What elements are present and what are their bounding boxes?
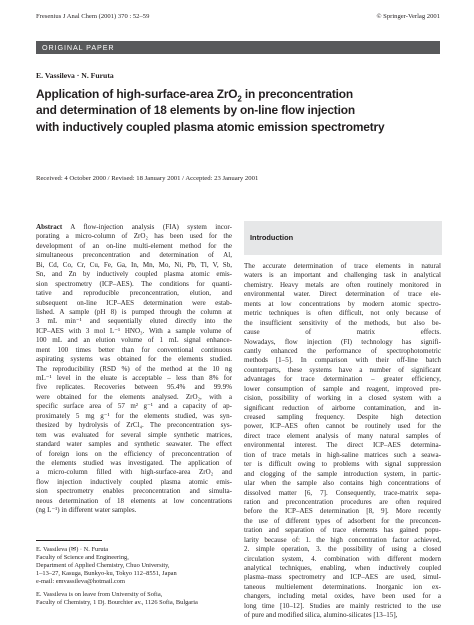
introduction-line: power, ICP–AES often cannot be routinely used for the <box>244 422 441 431</box>
introduction-line: dissolved matter [6, 7]. Consequently, trace-matrix sepa- <box>244 488 441 497</box>
abstract-line: (ng L⁻¹) in different water samples. <box>36 506 137 515</box>
introduction-line: ular when the sample also contains high concentrations of <box>244 479 441 488</box>
introduction-line: environmental water. Direct determination of trace ele- <box>244 290 441 299</box>
introduction-line: and clogging of the sample introduction system, in partic- <box>244 469 441 478</box>
abstract-line: specific surface area of 57 m² g⁻¹ and a capacity of ap- <box>36 402 232 411</box>
abstract-line: the elements studied was investigated. The application of <box>36 458 232 467</box>
introduction-line: chemistry. Heavy metals are often routinely monitored in <box>244 280 441 289</box>
abstract-line: were obtained for the elements analysed. ZrO₂, with a <box>36 392 232 401</box>
introduction-line: environmental interest. The direct ICP–AES determina- <box>244 441 441 450</box>
introduction-line: cause of matrix effects. <box>244 328 441 337</box>
introduction-line: ments at low concentrations by modern atomic spectro- <box>244 299 441 308</box>
abstract-line: tem was evaluated for several simple synthetic matrices, <box>36 430 232 439</box>
title-line-2: and determination of 18 elements by on-line flow injection <box>36 103 355 118</box>
title-line-1-part-a: Application of high-surface-area ZrO <box>36 87 238 101</box>
abstract-text: A flow-injection analysis (FIA) system incor- <box>62 223 232 231</box>
introduction-line: waters is an important and challenging task in analytical <box>244 271 441 280</box>
introduction-line: the insufficient sensitivity of the methods, but also be- <box>244 318 441 327</box>
abstract-line: tative and reproducible preconcentration, elution, and <box>36 289 232 298</box>
article-dates: Received: 4 October 2000 / Revised: 18 January 2001 / Accepted: 23 January 2001 <box>36 175 259 182</box>
article-type-label: ORIGINAL PAPER <box>42 43 115 52</box>
affiliation-line: E. Vassileva (✉) · N. Furuta <box>36 546 109 553</box>
introduction-line: before the ICP–AES determination [8, 9]. More recently <box>244 507 441 516</box>
introduction-line: 2. simple operation, 3. the possibility of using a closed <box>244 545 441 554</box>
introduction-line: Nowadays, flow injection (FI) technology has signifi- <box>244 337 441 346</box>
abstract-line: 100 mL and an elution volume of 1 mL signal enhance- <box>36 336 232 345</box>
introduction-line: tration and separation of trace elements has gained popu- <box>244 526 441 535</box>
abstract-line <box>36 223 232 232</box>
introduction-line: creased sampling frequency. Despite high detection <box>244 413 441 421</box>
abstract-line: standard water samples and synthetic seawater. The effect <box>36 440 232 449</box>
introduction-line: counterparts, these systems have a number of significant <box>244 365 441 374</box>
introduction-line: tion of trace metals in high-saline matrices such a seawa- <box>244 450 441 459</box>
abstract-column <box>36 223 232 516</box>
introduction-line: advantages for trace determination – greater efficiency, <box>244 375 441 384</box>
introduction-line: ter is difficult owing to problems with signal suppression <box>244 460 441 469</box>
affiliation-line: Department of Applied Chemistry, Chuo University, <box>36 562 170 570</box>
abstract-line: 3 mL min⁻¹ and sequentially eluted directly into the <box>36 317 232 326</box>
affiliation-line: 1–13–27, Kasuga, Bunkyo-ku, Tokyo 112–8551, Japan <box>36 570 177 578</box>
article-title <box>36 86 440 135</box>
introduction-line: of pure and modified silica, alumino-silicates [13–15], <box>244 611 398 620</box>
introduction-line: cantly enhanced the performance of spectrophotometric <box>244 346 441 355</box>
introduction-line: changers, including metal oxides, have been used for a <box>244 592 441 601</box>
abstract-line: Sn, and Zn by inductively coupled plasma atomic emis- <box>36 270 232 279</box>
affiliation-note-line: E. Vassileva is on leave from University of Sofia, <box>36 591 163 598</box>
author-leave-note <box>36 591 198 607</box>
abstract-line: sion spectrometry (ICP–AES). The conditions for quanti- <box>36 279 232 288</box>
abstract-line: flow injection inductively coupled plasma atomic emis- <box>36 477 232 486</box>
introduction-column <box>244 262 441 621</box>
abstract-line: The reproducibility (RSD %) of the method at the 10 ng <box>36 364 232 373</box>
abstract-line: a micro-column filled with high-surface-area ZrO₂ and <box>36 468 232 477</box>
introduction-line: the use of different types of adsorbent for the preconcen- <box>244 516 441 525</box>
introduction-line: plasma–mass spectrometry and ICP–AES are used, simul- <box>244 573 441 582</box>
abstract-line: proximately 5 mg g⁻¹ for the elements studied, was syn- <box>36 411 232 420</box>
footnote-rule <box>36 540 102 541</box>
affiliation-line: Faculty of Science and Engineering, <box>36 554 129 562</box>
running-header <box>36 13 440 25</box>
title-line-1 <box>36 86 440 102</box>
abstract-line: simultaneous preconcentration and determination of Al, <box>36 251 232 260</box>
journal-citation: Fresenius J Anal Chem (2001) 370 : 52–59 <box>36 13 150 20</box>
article-type-bar <box>36 41 440 54</box>
abstract-line: porating a micro-column of ZrO₂ has been used for the <box>36 232 232 241</box>
abstract-line: thesized by hydrolysis of ZrCl₄. The preconcentration sys- <box>36 421 232 430</box>
abstract-line: neous determination of 18 elements at low concentrations <box>36 496 232 505</box>
introduction-line: cision, possibility of working in a closed system with a <box>244 394 441 403</box>
abstract-line: mL⁻¹ level in the eluate is acceptable – less than 8% for <box>36 374 232 382</box>
introduction-line: long time [10–12]. Studies are mainly restricted to the use <box>244 601 441 610</box>
abstract-line: subsequent on-line ICP–AES determination were estab- <box>36 298 232 307</box>
author-affiliation <box>36 546 177 586</box>
introduction-line: significant reduction of airborne contamination, and in- <box>244 403 441 412</box>
title-subscript: 2 <box>237 94 242 104</box>
introduction-line: taneous multielement determinations. Inorganic ion ex- <box>244 582 441 591</box>
abstract-line: lished. A sample (pH 8) is pumped through the column at <box>36 307 232 316</box>
introduction-line: metric techniques is often difficult, not only because of <box>244 309 441 318</box>
copyright-notice: © Springer-Verlag 2001 <box>376 13 440 20</box>
introduction-line: methods [1–5]. In comparison with their off-line batch <box>244 356 441 365</box>
affiliation-note-line: Faculty of Chemistry, 1 Dj. Bourchier av., 1126 Sofia, Bulgaria <box>36 599 198 607</box>
affiliation-line: e-mail: emvassileva@hotmail.com <box>36 578 125 586</box>
introduction-line: The accurate determination of trace elements in natural <box>244 262 441 270</box>
introduction-line: analytical techniques, enabling, when inductively coupled <box>244 564 441 572</box>
introduction-line: larity because of: 1. the high concentration factor achieved, <box>244 535 441 544</box>
abstract-line: development of an on-line multi-element method for the <box>36 241 232 250</box>
abstract-line: sion spectrometry enables preconcentration and simulta- <box>36 487 232 496</box>
introduction-line: direct trace element analysis of many natural samples of <box>244 431 441 440</box>
authors: E. Vassileva · N. Furuta <box>36 71 114 80</box>
abstract-line: Bi, Cd, Co, Cr, Cu, Fe, Ga, In, Mn, Mo, Ni, Pb, Tl, V, Sb, <box>36 260 232 269</box>
title-line-3: with inductively coupled plasma atomic emission spectrometry <box>36 119 385 134</box>
abstract-line: five replicates. Recoveries between 95.4% and 99.9% <box>36 383 232 392</box>
introduction-heading: Introduction <box>250 233 294 242</box>
title-line-1-part-b: in preconcentration <box>241 87 354 101</box>
abstract-line: ICP–AES with 3 mol L⁻¹ HNO₃. With a sample volume of <box>36 326 232 335</box>
abstract-line: ment 100 times better than for conventional continuous <box>36 345 232 354</box>
introduction-heading-box <box>244 221 442 255</box>
abstract-label: Abstract <box>36 223 63 231</box>
introduction-line: ration and preconcentration procedures are often required <box>244 497 441 506</box>
abstract-line: aspirating systems was obtained for the elements studied. <box>36 355 232 364</box>
introduction-line: lower consumption of sample and reagent, improved pre- <box>244 384 441 393</box>
introduction-line: circulation system, 4. combination with different modern <box>244 554 441 563</box>
abstract-line: of foreign ions on the efficiency of preconcentration of <box>36 449 232 458</box>
